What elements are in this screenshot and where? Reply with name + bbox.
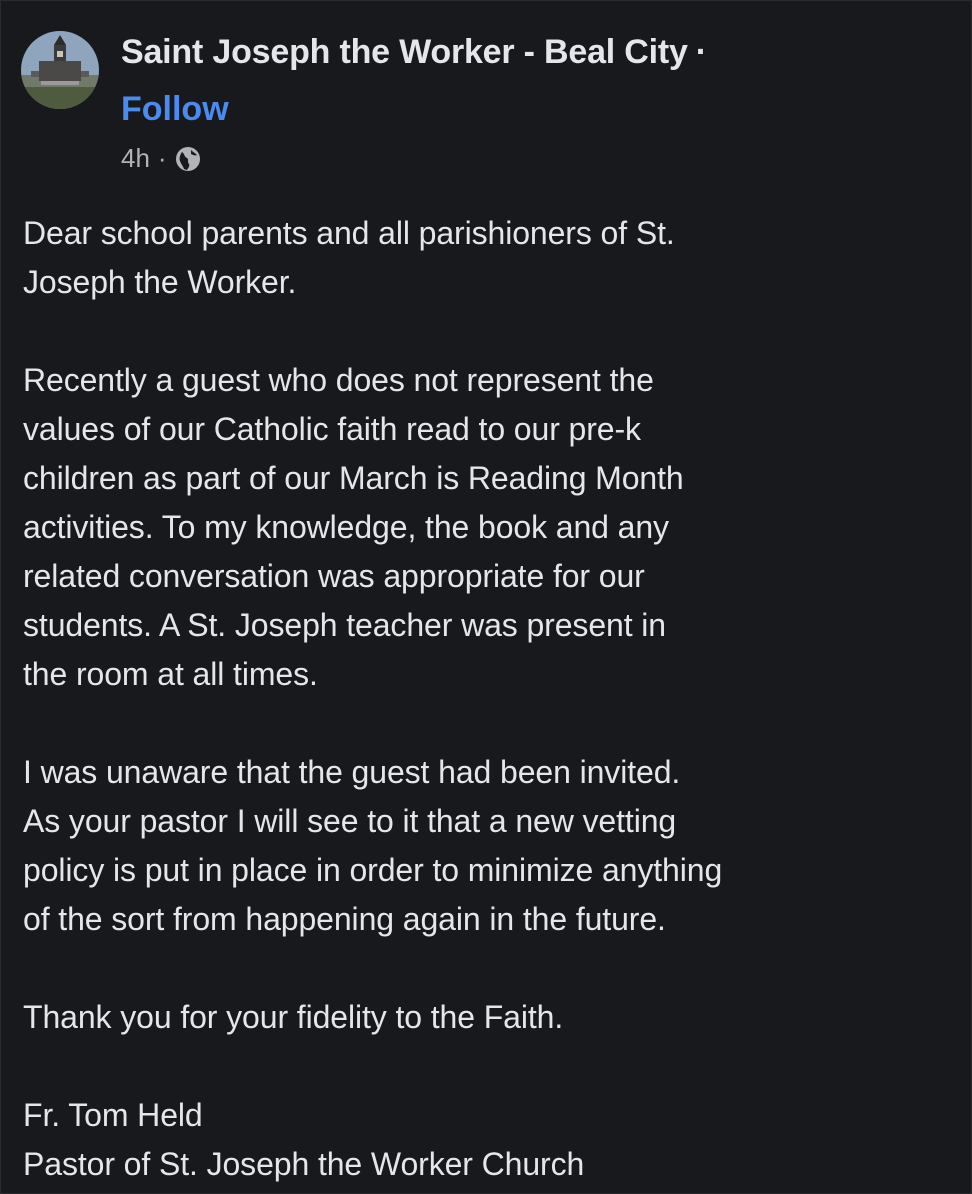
post-text-line: As your pastor I will see to it that a new vetting xyxy=(23,803,677,839)
post-text-line: students. A St. Joseph teacher was present in xyxy=(23,607,667,643)
post-time[interactable]: 4h xyxy=(121,143,150,173)
post-meta xyxy=(121,143,201,174)
post-text-line: Dear school parents and all parishioners of St. xyxy=(23,215,675,251)
post-text-line: Recently a guest who does not represent the xyxy=(23,362,654,398)
name-separator: · xyxy=(695,33,707,71)
church-avatar-icon xyxy=(21,31,99,109)
post-text-line: values of our Catholic faith read to our pre-k xyxy=(23,411,641,447)
page-name-row xyxy=(121,33,707,72)
post-text-line: children as part of our March is Reading Month xyxy=(23,460,684,496)
page-name[interactable]: Saint Joseph the Worker - Beal City xyxy=(121,33,688,71)
post-paragraph xyxy=(23,1091,953,1189)
post-paragraph xyxy=(23,209,953,307)
post-text-line: Thank you for your fidelity to the Faith. xyxy=(23,999,564,1035)
post-text-line: Fr. Tom Held xyxy=(23,1097,203,1133)
post-text-line: related conversation was appropriate for our xyxy=(23,558,645,594)
globe-icon xyxy=(175,146,201,172)
post-text-line: of the sort from happening again in the future. xyxy=(23,901,666,937)
page-avatar[interactable] xyxy=(21,31,99,109)
post-paragraph xyxy=(23,748,953,944)
meta-separator: · xyxy=(157,143,167,173)
post-text-line: I was unaware that the guest had been invited. xyxy=(23,754,681,790)
post-text-line: Pastor of St. Joseph the Worker Church xyxy=(23,1146,585,1182)
post-body xyxy=(23,209,953,1189)
post-text-line: activities. To my knowledge, the book and any xyxy=(23,509,669,545)
post-text-line: policy is put in place in order to minimize anything xyxy=(23,852,723,888)
follow-button[interactable]: Follow xyxy=(121,90,229,128)
post-text-line: Joseph the Worker. xyxy=(23,264,297,300)
post-text-line: the room at all times. xyxy=(23,656,318,692)
post-paragraph xyxy=(23,993,953,1042)
post-paragraph xyxy=(23,356,953,699)
